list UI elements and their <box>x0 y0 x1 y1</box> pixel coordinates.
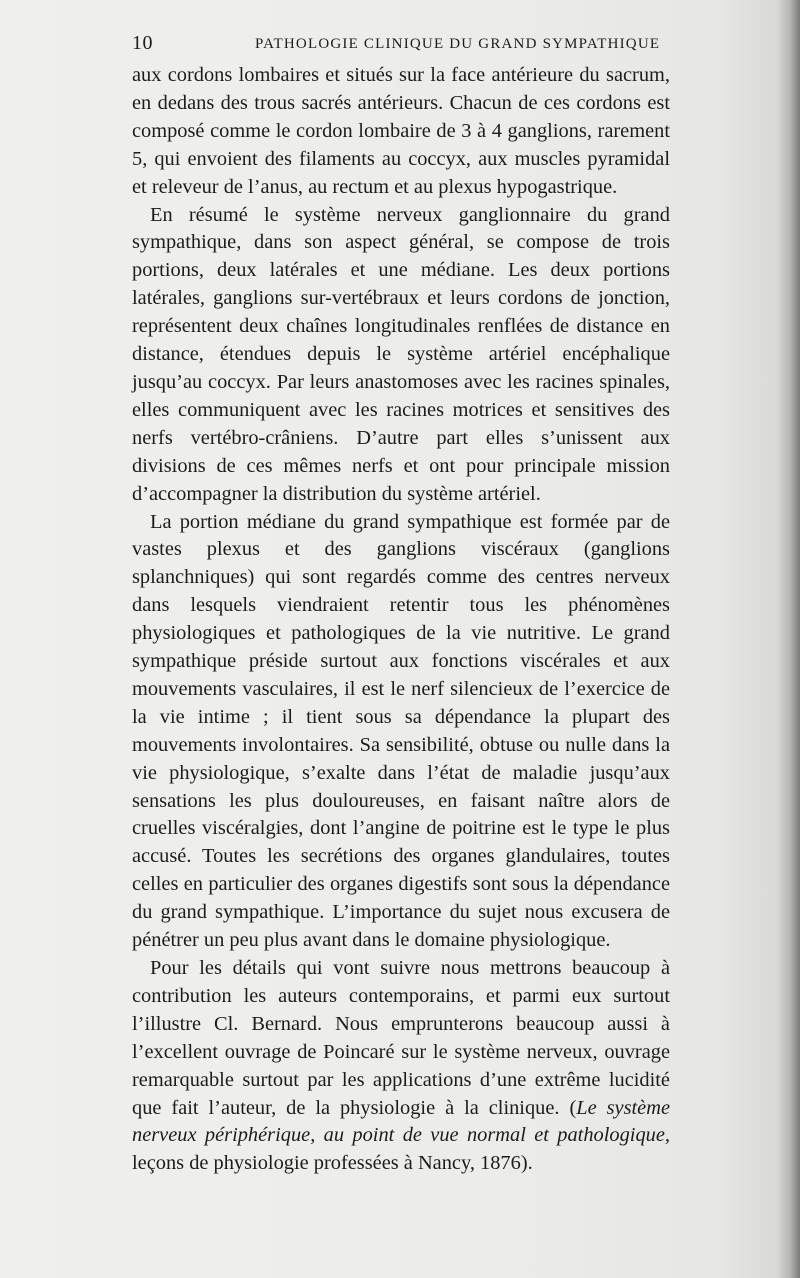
page-header <box>132 32 670 58</box>
reference-title: Le système nerveux périphérique, au point de vue normal et pathologique, <box>132 1096 670 1147</box>
page-number: 10 <box>132 32 153 54</box>
reference-details: leçons de physiologie professées à Nancy, 1876). <box>132 1152 533 1175</box>
body-text <box>132 62 670 1178</box>
paragraph-text: Pour les détails qui vont suivre nous mettrons beaucoup à contribution les auteurs contemporains, et parmi eux surtout l’illustre Cl. Bernard. Nous emprunterons beaucoup aussi à l’excellent ouvrage de Poincaré sur le système nerveux, ouvrage remarquable surtout par les applications d’une extrême lucidité que fait l’auteur, de la physiologie à la clinique. ( <box>132 957 670 1119</box>
running-head: PATHOLOGIE CLINIQUE DU GRAND SYMPATHIQUE <box>255 36 661 52</box>
paragraph: aux cordons lombaires et situés sur la face antérieure du sacrum, en dedans des trous sacrés antérieurs. Chacun de ces cordons est composé comme le cordon lombaire de 3 à 4 ganglions, rarement 5, qui envoient des filaments au coccyx, aux muscles pyramidal et releveur de l’anus, au rectum et au plexus hypogastrique. <box>132 64 670 198</box>
page-edge-shadow <box>778 0 800 1278</box>
paragraph: La portion médiane du grand sympathique est formée par de vastes plexus et des ganglions viscéraux (ganglions splanchniques) qui sont regardés comme des centres nerveux dans lesquels viendraient retentir tous les phénomènes physiologiques et pathologiques de la vie nutritive. Le grand sympathique préside surtout aux fonctions viscérales et aux mouvements vasculaires, il est le nerf silencieux de l’exercice de la vie intime ; il tient sous sa dépendance la plupart des mouvements involontaires. Sa sensibilité, obtuse ou nulle dans la vie physiologique, s’exalte dans l’état de maladie jusqu’aux sensations les plus douloureuses, en faisant naître alors de cruelles viscéralgies, dont l’angine de poitrine est le type le plus accusé. Toutes les secrétions des organes glandulaires, toutes celles en particulier des organes digestifs sont sous la dépendance du grand sympathique. L’importance du sujet nous excusera de pénétrer un peu plus avant dans le domaine physiologique. <box>132 510 670 952</box>
paragraph: En résumé le système nerveux ganglionnaire du grand sympathique, dans son aspect général, se compose de trois portions, deux latérales et une médiane. Les deux portions latérales, ganglions sur-vertébraux et leurs cordons de jonction, représentent deux chaînes longitudinales renflées de distance en distance, étendues depuis le système artériel encéphalique jusqu’au coccyx. Par leurs anastomoses avec les racines spinales, elles communiquent avec les racines motrices et sensitives des nerfs vertébro-crâniens. D’autre part elles s’unissent aux divisions de ces mêmes nerfs et ont pour principale mission d’accompagner la distribution du système artériel. <box>132 203 670 505</box>
paragraph-with-reference <box>132 955 670 1178</box>
